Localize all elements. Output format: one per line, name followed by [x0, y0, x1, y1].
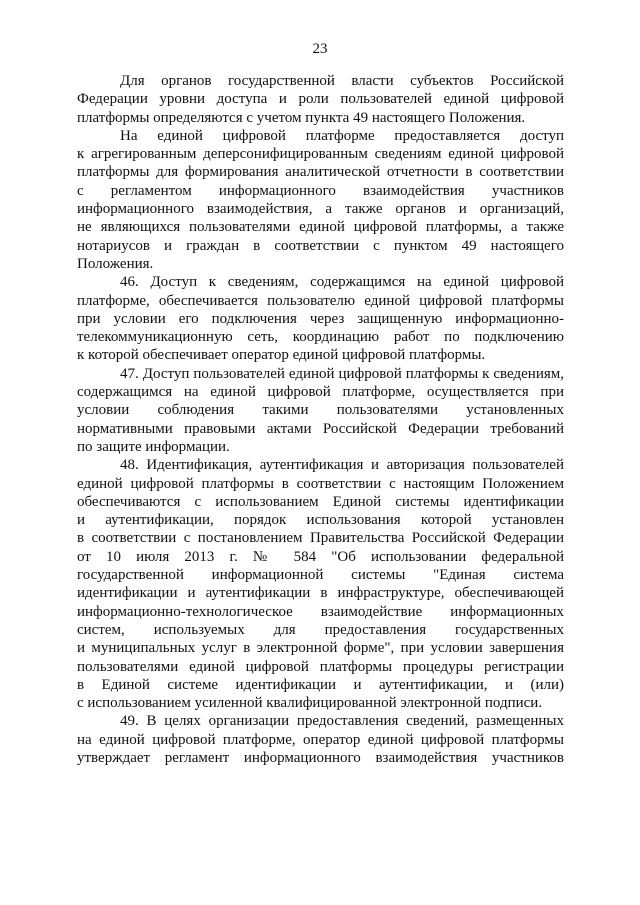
text-line: содержащимся на единой цифровой платформе, осуществляется при — [77, 384, 564, 401]
text-line: к агрегированным деперсонифицированным сведениям единой цифровой — [77, 146, 564, 163]
text-line: нормативными правовыми актами Российской Федерации требований — [77, 420, 564, 437]
text-line: государственной информационной системы "Единая система — [77, 567, 564, 584]
text-line: не являющихся пользователями единой цифровой платформы, а также — [77, 219, 564, 236]
text-line: от 10 июля 2013 г. № 584 "Об использовании федеральной — [77, 548, 564, 565]
text-line: к которой обеспечивает оператор единой цифровой платформы. — [77, 347, 486, 364]
text-line: утверждает регламент информационного взаимодействия участников — [77, 749, 564, 766]
text-line: платформы для формирования аналитической отчетности в соответствии — [77, 164, 564, 181]
text-line: идентификации и аутентификации в инфраструктуре, обеспечивающей — [77, 585, 564, 602]
paragraph — [77, 72, 564, 127]
text-line: пользователями единой цифровой платформы процедуры регистрации — [77, 658, 564, 675]
text-line: единой цифровой платформы в соответствии с настоящим Положением — [77, 475, 564, 492]
text-line: в соответствии с постановлением Правительства Российской Федерации — [77, 530, 564, 547]
text-line: Для органов государственной власти субъектов Российской — [120, 73, 564, 89]
text-line: телекоммуникационную сеть, координацию работ по подключению — [77, 329, 564, 346]
text-line: 48. Идентификация, аутентификация и авторизация пользователей — [120, 457, 564, 474]
text-line: на единой цифровой платформе, оператор единой цифровой платформы — [77, 731, 564, 748]
text-line: платформе, обеспечивается пользователю единой цифровой платформы — [77, 292, 564, 309]
text-line: 47. Доступ пользователей единой цифровой платформы к сведениям, — [120, 365, 564, 382]
text-line: с использованием усиленной квалифицированной электронной подписи. — [77, 695, 543, 712]
text-line: и муниципальных услуг в электронной форме", при условии завершения — [77, 640, 564, 657]
paragraph — [77, 712, 564, 767]
paragraph — [77, 456, 564, 712]
document-body — [77, 72, 564, 767]
text-line: в Единой системе идентификации и аутентификации, и (или) — [77, 676, 564, 693]
paragraph — [77, 273, 564, 364]
text-line: Положения. — [77, 255, 154, 272]
text-line: с регламентом информационного взаимодействия участников — [77, 182, 564, 199]
text-line: информационного взаимодействия, а также органов и организаций, — [77, 201, 564, 218]
text-line: условии соблюдения такими пользователями установленных — [77, 402, 564, 419]
paragraph — [77, 365, 564, 456]
text-line: информационно-технологическое взаимодействие информационных — [77, 603, 564, 620]
text-line: систем, используемых для предоставления государственных — [77, 621, 564, 638]
text-line: 46. Доступ к сведениям, содержащимся на единой цифровой — [120, 274, 564, 291]
text-line: по защите информации. — [77, 438, 230, 455]
text-line: Федерации уровни доступа и роли пользователей единой цифровой — [77, 91, 564, 108]
paragraph — [77, 127, 564, 273]
text-line: На единой цифровой платформе предоставляется доступ — [120, 127, 564, 144]
text-line: платформы определяются с учетом пункта 49 настоящего Положения. — [77, 109, 526, 126]
text-line: и аутентификации, порядок использования которой установлен — [77, 512, 564, 529]
text-line: обеспечиваются с использованием Единой системы идентификации — [77, 493, 564, 510]
text-line: 49. В целях организации предоставления сведений, размещенных — [120, 713, 564, 730]
text-line: при условии его подключения через защищенную информационно- — [77, 310, 564, 327]
page-number: 23 — [312, 41, 328, 57]
text-line: нотариусов и граждан в соответствии с пунктом 49 настоящего — [77, 237, 564, 254]
